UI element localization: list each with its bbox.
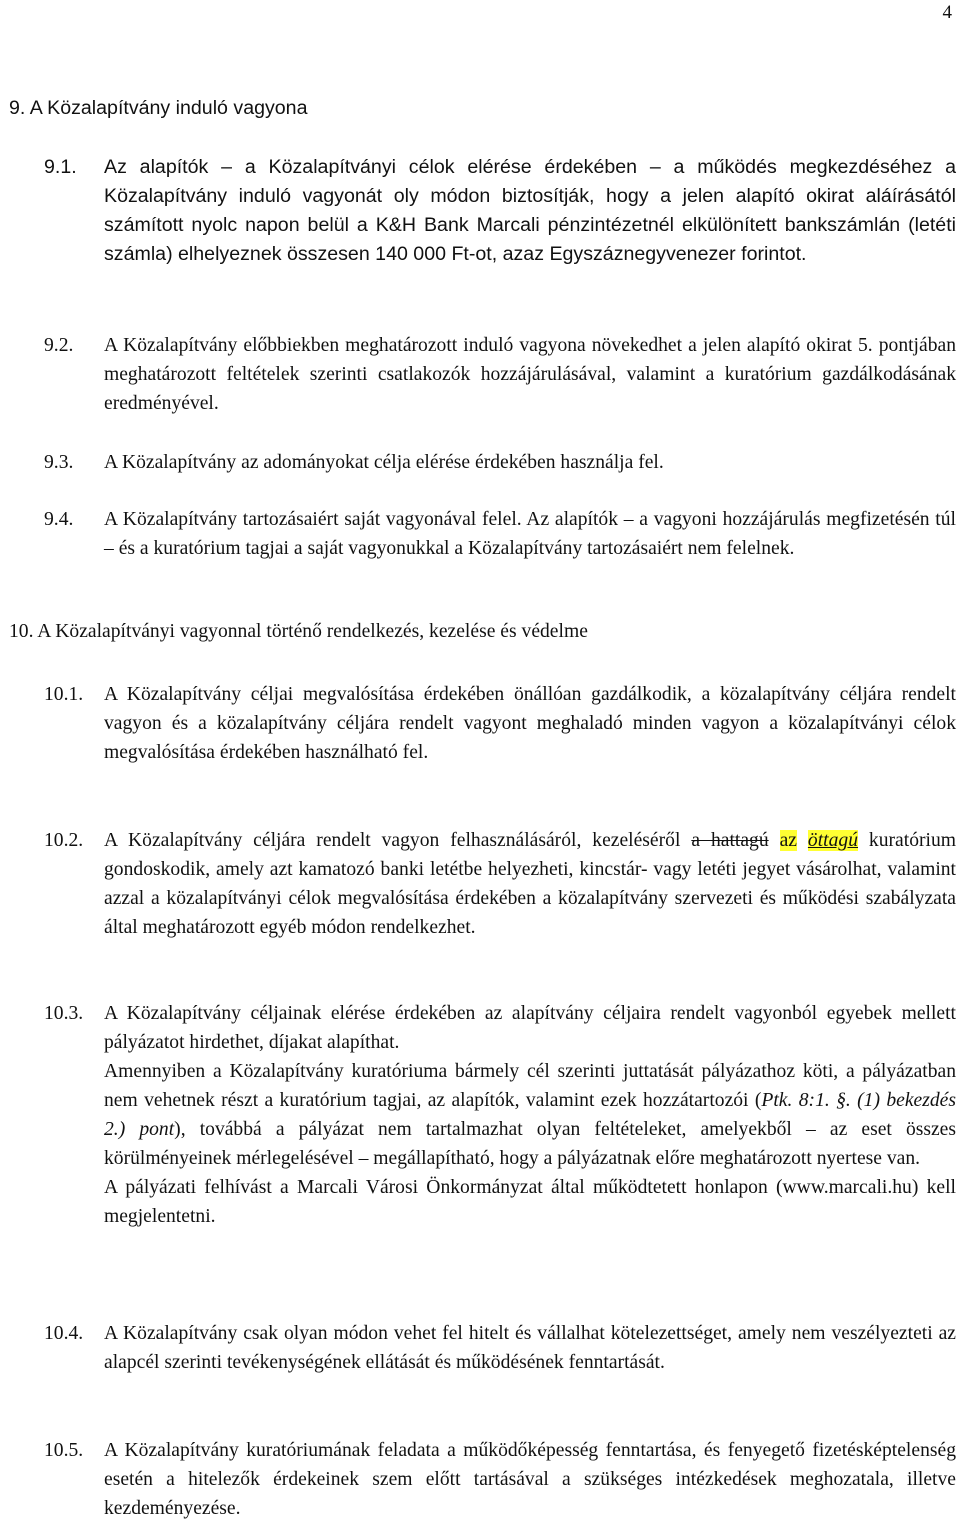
paragraph-number: 9.3.	[44, 452, 74, 473]
section-9-heading: 9. A Közalapítvány induló vagyona	[9, 97, 308, 119]
paragraph-number: 9.1.	[44, 156, 77, 178]
highlighted-text: az	[779, 830, 797, 851]
paragraph-text: A Közalapítvány céljainak elérése érdekében az alapítvány céljaira rendelt vagyonból egyebek mellett pályázatot hirdethet, díjakat alapíthat.	[104, 1003, 956, 1053]
paragraph-number: 10.4.	[44, 1323, 84, 1344]
paragraph-9-4	[44, 505, 956, 563]
paragraph-number: 9.2.	[44, 335, 74, 356]
paragraph-text: Amennyiben a Közalapítvány kuratóriuma bármely cél szerinti juttatását pályázathoz köti, a pályázatban nem vehetnek részt a kuratórium tagjai, az alapítók, valamint ezek hozzátartozói (	[104, 1061, 956, 1111]
paragraph-text: A Közalapítvány az adományokat célja elérése érdekében használja fel.	[104, 452, 664, 473]
page-number: 4	[942, 2, 952, 23]
paragraph-number: 10.5.	[44, 1440, 84, 1461]
paragraph-text: ), továbbá a pályázat nem tartalmazhat olyan feltételeket, amelyekből – az eset összes körülményeinek mérlegelésével – megállapítható, hogy a pályázatnak előre meghatározott nyertese van.	[104, 1119, 957, 1169]
paragraph-9-3	[44, 448, 956, 477]
paragraph-text	[769, 830, 780, 851]
paragraph-text: A Közalapítvány céljára rendelt vagyon felhasználásáról, kezeléséről	[104, 830, 692, 851]
legal-reference: Ptk. 8:1. §. (1) bekezdés 2.) pont	[104, 1090, 956, 1140]
paragraph-10-2	[44, 826, 956, 942]
paragraph-9-1	[44, 153, 956, 269]
paragraph-9-2	[44, 331, 956, 418]
paragraph-number: 10.2.	[44, 830, 84, 851]
paragraph-10-1	[44, 680, 956, 767]
paragraph-text: A Közalapítvány csak olyan módon vehet fel hitelt és vállalhat kötelezettséget, amely nem veszélyezteti az alapcél szerinti tevékenységének ellátását és működésének fenntartását.	[104, 1323, 956, 1373]
paragraph-text: A Közalapítvány tartozásaiért saját vagyonával felel. Az alapítók – a vagyoni hozzájárulás megfizetésén túl – és a kuratórium tagjai a saját vagyonukkal a Közalapítvány tartozásaiért nem felelnek.	[104, 509, 956, 559]
paragraph-10-3	[44, 999, 957, 1231]
paragraph-text: kuratórium gondoskodik, amely azt kamatozó banki letétbe helyezheti, kincstár- vagy letéti jegyet vásárolhat, valamint azzal a közalapítványi célok megvalósítása érdekében a közalapítvány szervezeti és működési szabályzata által meghatározott egyéb módon rendelkezhet.	[104, 830, 956, 938]
paragraph-number: 10.3.	[44, 1003, 84, 1024]
highlighted-italic-text: öttagú	[807, 830, 858, 851]
struck-text: a hattagú	[691, 830, 769, 851]
paragraph-text: Az alapítók – a Közalapítványi célok elérése érdekében – a működés megkezdéséhez a Közalapítvány induló vagyonát oly módon biztosítják, hogy a jelen alapító okirat aláírásától számított nyolc napon belül a K&H Bank Marcali pénzintézetnél elkülönített bankszámlán (letéti számla) elhelyeznek összesen 140 000 Ft-ot, azaz Egyszáznegyvenezer forintot.	[104, 156, 956, 265]
paragraph-number: 10.1.	[44, 684, 84, 705]
paragraph-text: A pályázati felhívást a Marcali Városi Önkormányzat által működtetett honlapon (www.marcali.hu) kell megjelentetni.	[104, 1177, 956, 1227]
paragraph-text: A Közalapítvány előbbiekben meghatározott induló vagyona növekedhet a jelen alapító okirat 5. pontjában meghatározott feltételek szerinti csatlakozók hozzájárulásával, valamint a kuratórium gazdálkodásának eredményével.	[104, 335, 956, 414]
paragraph-text: A Közalapítvány céljai megvalósítása érdekében önállóan gazdálkodik, a közalapítvány céljára rendelt vagyon és a közalapítvány céljára rendelt vagyont meghaladó minden vagyon a közalapítványi célok megvalósítása érdekében használható fel.	[104, 684, 956, 763]
paragraph-text	[797, 830, 808, 851]
section-10-heading: 10. A Közalapítványi vagyonnal történő rendelkezés, kezelése és védelme	[9, 621, 588, 642]
paragraph-text: A Közalapítvány kuratóriumának feladata a működőképesség fenntartása, és fenyegető fizetésképtelenség esetén a hitelezők érdekeinek szem előtt tartásával a szükséges intézkedések meghozatala, illetve kezdeményezése.	[104, 1440, 956, 1519]
paragraph-10-5	[44, 1436, 956, 1523]
paragraph-10-4	[44, 1319, 956, 1377]
paragraph-number: 9.4.	[44, 509, 74, 530]
